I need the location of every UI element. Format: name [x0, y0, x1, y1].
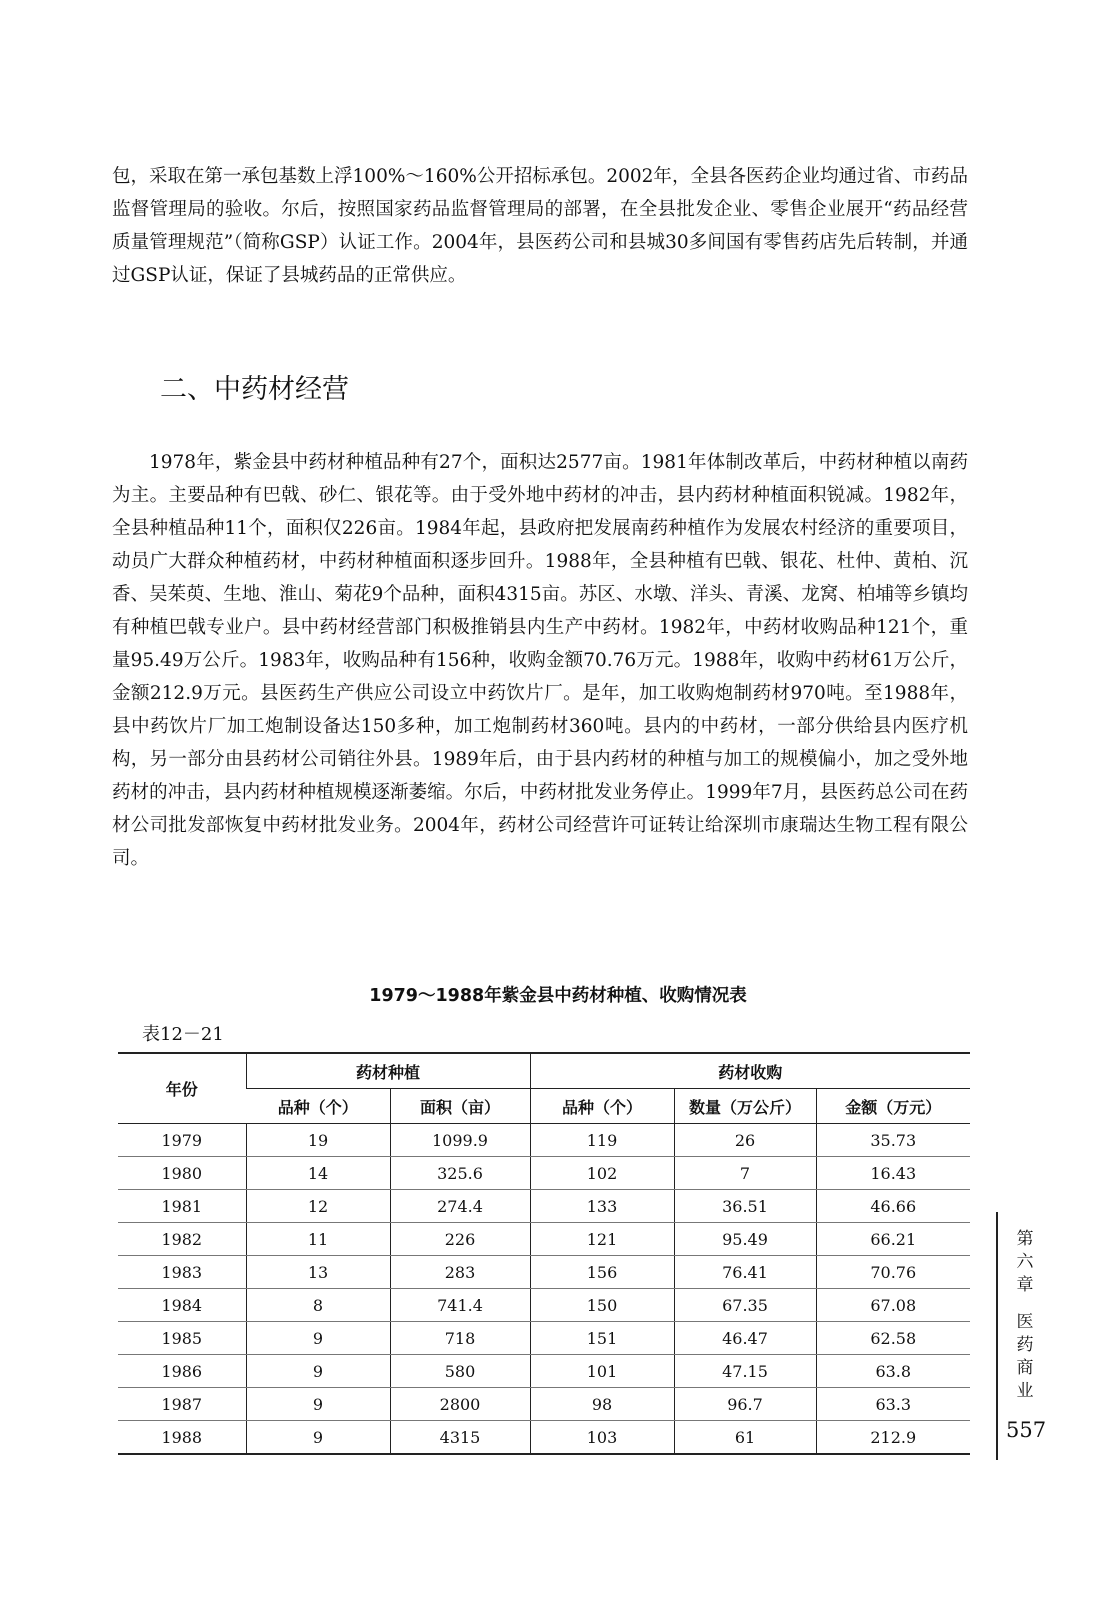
table-body [118, 1124, 970, 1455]
table-cell: 11 [246, 1223, 390, 1256]
year-cell: 1981 [118, 1190, 246, 1223]
table-cell: 9 [246, 1421, 390, 1455]
table-cell: 741.4 [390, 1289, 530, 1322]
table-cell: 150 [530, 1289, 674, 1322]
year-cell: 1985 [118, 1322, 246, 1355]
table-title: 1979～1988年紫金县中药材种植、收购情况表 [369, 986, 747, 1006]
year-cell: 1983 [118, 1256, 246, 1289]
table-cell: 156 [530, 1256, 674, 1289]
table-row [118, 1421, 970, 1455]
table-cell: 119 [530, 1124, 674, 1157]
table-cell: 67.08 [816, 1289, 970, 1322]
table-number: 表12－21 [142, 1024, 224, 1045]
table-cell: 9 [246, 1322, 390, 1355]
chapter-running-head [1012, 1228, 1038, 1403]
body-paragraph: 1978年，紫金县中药材种植品种有27个，面积达2577亩。1981年体制改革后，中药材种植以南药为主。主要品种有巴戟、砂仁、银花等。由于受外地中药材的冲击，县内药材种植面积锐减。1982年，全县种植品种11个，面积仅226亩。1984年起，县政府把发展南药种植作为发展农村经济的重要项目，动员广大群众种植药材，中药材种植面积逐步回升。1988年，全县种植有巴戟、银花、杜仲、黄柏、沉香、吴茱萸、生地、淮山、菊花9个品种，面积4315亩。苏区、水墩、洋头、青溪、龙窝、柏埔等乡镇均有种植巴戟专业户。县中药材经营部门积极推销县内生产中药材。1982年，中药材收购品种121个，重量95.49万公斤。1983年，收购品种有156种，收购金额70.76万元。1988年，收购中药材61万公斤，金额212.9万元。县医药生产供应公司设立中药饮片厂。是年，加工收购炮制药材970吨。至1988年，县中药饮片厂加工炮制设备达150多种，加工炮制药材360吨。县内的中药材，一部分供给县内医疗机构，另一部分由县药材公司销往外县。1989年后，由于县内药材的种植与加工的规模偏小，加之受外地药材的冲击，县内药材种植规模逐渐萎缩。尔后，中药材批发业务停止。1999年7月，县医药总公司在药材公司批发部恢复中药材批发业务。2004年，药材公司经营许可证转让给深圳市康瑞达生物工程有限公司。 [112, 452, 968, 869]
topic-char: 药 [1016, 1335, 1034, 1355]
table-cell: 66.21 [816, 1223, 970, 1256]
chapter-char: 六 [1016, 1252, 1034, 1272]
table-row [118, 1124, 970, 1157]
table-row [118, 1256, 970, 1289]
table-cell: 4315 [390, 1421, 530, 1455]
table-cell: 13 [246, 1256, 390, 1289]
column-group-purchase: 药材收购 [530, 1053, 970, 1089]
column-header: 品种（个） [530, 1089, 674, 1124]
topic-char: 商 [1016, 1358, 1034, 1378]
table-cell: 19 [246, 1124, 390, 1157]
body-paragraph: 包，采取在第一承包基数上浮100%～160%公开招标承包。2002年，全县各医药企业均通过省、市药品监督管理局的验收。尔后，按照国家药品监督管理局的部署，在全县批发企业、零售企业展开“药品经营质量管理规范”（简称GSP）认证工作。2004年，县医药公司和县城30多间国有零售药店先后转制，并通过GSP认证，保证了县城药品的正常供应。 [112, 166, 968, 286]
table-cell: 62.58 [816, 1322, 970, 1355]
column-header: 数量（万公斤） [674, 1089, 816, 1124]
table-cell: 121 [530, 1223, 674, 1256]
table-cell: 1099.9 [390, 1124, 530, 1157]
chapter-char: 章 [1016, 1275, 1034, 1295]
table-cell: 212.9 [816, 1421, 970, 1455]
year-cell: 1980 [118, 1157, 246, 1190]
table-row [118, 1322, 970, 1355]
table-cell: 283 [390, 1256, 530, 1289]
topic-char: 业 [1016, 1381, 1034, 1401]
table-cell: 101 [530, 1355, 674, 1388]
table-cell: 12 [246, 1190, 390, 1223]
year-cell: 1988 [118, 1421, 246, 1455]
table-cell: 2800 [390, 1388, 530, 1421]
table-cell: 46.66 [816, 1190, 970, 1223]
page-number: 557 [1006, 1418, 1047, 1442]
column-group-planting: 药材种植 [246, 1053, 530, 1089]
table-cell: 46.47 [674, 1322, 816, 1355]
table-cell: 133 [530, 1190, 674, 1223]
table-row [118, 1355, 970, 1388]
table-cell: 151 [530, 1322, 674, 1355]
table-cell: 9 [246, 1388, 390, 1421]
table-cell: 35.73 [816, 1124, 970, 1157]
table-cell: 70.76 [816, 1256, 970, 1289]
table-row [118, 1223, 970, 1256]
table-cell: 580 [390, 1355, 530, 1388]
column-header: 品种（个） [246, 1089, 390, 1124]
table-cell: 36.51 [674, 1190, 816, 1223]
topic-char: 医 [1016, 1312, 1034, 1332]
column-header-year: 年份 [118, 1053, 246, 1124]
table-row [118, 1289, 970, 1322]
table-cell: 102 [530, 1157, 674, 1190]
table-cell: 63.8 [816, 1355, 970, 1388]
table-cell: 76.41 [674, 1256, 816, 1289]
table-cell: 9 [246, 1355, 390, 1388]
table-cell: 95.49 [674, 1223, 816, 1256]
table-header [118, 1053, 970, 1124]
table-cell: 718 [390, 1322, 530, 1355]
table-cell: 226 [390, 1223, 530, 1256]
table-cell: 7 [674, 1157, 816, 1190]
year-cell: 1987 [118, 1388, 246, 1421]
margin-rule [996, 1212, 998, 1460]
table-cell: 47.15 [674, 1355, 816, 1388]
table-cell: 8 [246, 1289, 390, 1322]
column-header: 面积（亩） [390, 1089, 530, 1124]
year-cell: 1982 [118, 1223, 246, 1256]
table-cell: 63.3 [816, 1388, 970, 1421]
table-row [118, 1190, 970, 1223]
table-row [118, 1157, 970, 1190]
column-header: 金额（万元） [816, 1089, 970, 1124]
table-cell: 67.35 [674, 1289, 816, 1322]
year-cell: 1986 [118, 1355, 246, 1388]
table-cell: 61 [674, 1421, 816, 1455]
table-cell: 325.6 [390, 1157, 530, 1190]
table-cell: 103 [530, 1421, 674, 1455]
year-cell: 1984 [118, 1289, 246, 1322]
table-row [118, 1388, 970, 1421]
chapter-char: 第 [1016, 1229, 1034, 1249]
herb-statistics-table [118, 1052, 970, 1455]
table-cell: 26 [674, 1124, 816, 1157]
table-cell: 96.7 [674, 1388, 816, 1421]
section-heading: 二、中药材经营 [160, 374, 349, 405]
table-cell: 274.4 [390, 1190, 530, 1223]
table-cell: 98 [530, 1388, 674, 1421]
table-cell: 14 [246, 1157, 390, 1190]
year-cell: 1979 [118, 1124, 246, 1157]
table-cell: 16.43 [816, 1157, 970, 1190]
